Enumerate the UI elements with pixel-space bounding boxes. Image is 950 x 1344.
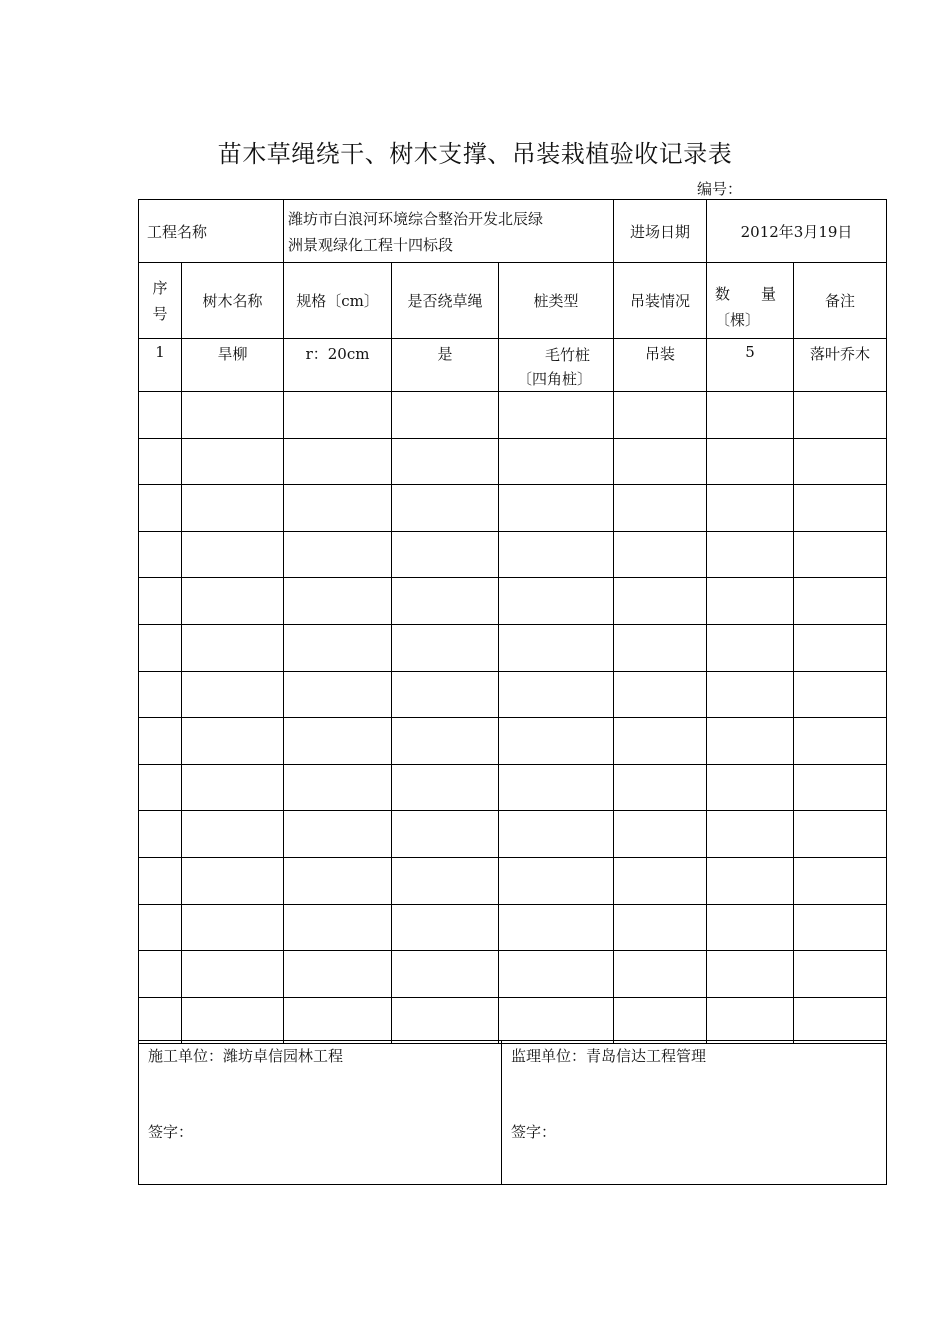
empty-cell bbox=[707, 578, 794, 625]
empty-cell bbox=[182, 718, 284, 765]
empty-cell bbox=[284, 951, 392, 998]
empty-cell bbox=[182, 531, 284, 578]
empty-cell bbox=[614, 531, 707, 578]
empty-cell bbox=[182, 671, 284, 718]
empty-cell bbox=[139, 671, 182, 718]
empty-cell bbox=[794, 857, 887, 904]
header-stake: 桩类型 bbox=[499, 263, 614, 339]
empty-cell bbox=[614, 624, 707, 671]
empty-cell bbox=[182, 392, 284, 439]
empty-cell bbox=[392, 857, 499, 904]
empty-cell bbox=[794, 811, 887, 858]
empty-cell bbox=[139, 578, 182, 625]
empty-cell bbox=[794, 718, 887, 765]
empty-cell bbox=[499, 438, 614, 485]
empty-cell bbox=[284, 764, 392, 811]
empty-cell bbox=[794, 392, 887, 439]
empty-cell bbox=[614, 718, 707, 765]
construction-signature-cell bbox=[139, 1041, 502, 1185]
empty-cell bbox=[392, 531, 499, 578]
empty-cell bbox=[707, 485, 794, 532]
cell-stake-line2: 〔四角桩〕 bbox=[517, 370, 593, 388]
empty-cell bbox=[139, 811, 182, 858]
empty-cell bbox=[284, 578, 392, 625]
signature-table bbox=[138, 1040, 887, 1185]
empty-table-row bbox=[139, 951, 887, 998]
empty-cell bbox=[284, 392, 392, 439]
header-hoist: 吊装情况 bbox=[614, 263, 707, 339]
empty-table-row bbox=[139, 485, 887, 532]
header-seq-line2: 号 bbox=[152, 304, 168, 323]
empty-cell bbox=[284, 438, 392, 485]
empty-cell bbox=[499, 624, 614, 671]
document-number-label: 编号： bbox=[697, 180, 743, 198]
empty-cell bbox=[499, 485, 614, 532]
empty-cell bbox=[139, 857, 182, 904]
empty-cell bbox=[392, 671, 499, 718]
empty-table-row bbox=[139, 811, 887, 858]
empty-cell bbox=[499, 718, 614, 765]
empty-table-row bbox=[139, 392, 887, 439]
cell-hoist: 吊装 bbox=[614, 339, 707, 392]
empty-cell bbox=[794, 671, 887, 718]
empty-cell bbox=[284, 811, 392, 858]
empty-cell bbox=[499, 392, 614, 439]
empty-cell bbox=[392, 485, 499, 532]
supervision-signature-cell bbox=[502, 1041, 887, 1185]
construction-sign-label: 签字： bbox=[148, 1123, 194, 1141]
empty-cell bbox=[707, 718, 794, 765]
empty-cell bbox=[707, 671, 794, 718]
project-name-line1: 潍坊市白浪河环境综合整治开发北辰绿 bbox=[288, 210, 544, 228]
empty-cell bbox=[707, 764, 794, 811]
empty-cell bbox=[614, 857, 707, 904]
empty-cell bbox=[499, 764, 614, 811]
empty-cell bbox=[794, 485, 887, 532]
empty-cell bbox=[499, 811, 614, 858]
empty-cell bbox=[139, 485, 182, 532]
empty-cell bbox=[392, 718, 499, 765]
empty-cell bbox=[707, 811, 794, 858]
cell-tree-name: 旱柳 bbox=[182, 339, 284, 392]
empty-cell bbox=[182, 997, 284, 1044]
record-table bbox=[138, 199, 887, 1044]
empty-cell bbox=[284, 531, 392, 578]
empty-cell bbox=[499, 951, 614, 998]
project-name-line2: 洲景观绿化工程十四标段 bbox=[288, 236, 454, 254]
empty-cell bbox=[284, 857, 392, 904]
empty-cell bbox=[139, 764, 182, 811]
empty-cell bbox=[614, 997, 707, 1044]
header-qty-b: 量 bbox=[761, 284, 777, 303]
header-row bbox=[139, 263, 887, 339]
empty-cell bbox=[182, 904, 284, 951]
empty-cell bbox=[794, 904, 887, 951]
empty-table-row bbox=[139, 531, 887, 578]
construction-unit-label: 施工单位：潍坊卓信园林工程 bbox=[148, 1047, 344, 1065]
empty-cell bbox=[707, 438, 794, 485]
empty-cell bbox=[284, 997, 392, 1044]
entry-date-label: 进场日期 bbox=[614, 200, 707, 263]
empty-cell bbox=[284, 718, 392, 765]
empty-cell bbox=[182, 624, 284, 671]
empty-table-row bbox=[139, 718, 887, 765]
empty-cell bbox=[139, 624, 182, 671]
empty-cell bbox=[139, 997, 182, 1044]
empty-cell bbox=[392, 438, 499, 485]
empty-cell bbox=[392, 997, 499, 1044]
empty-cell bbox=[614, 671, 707, 718]
empty-cell bbox=[614, 578, 707, 625]
empty-table-row bbox=[139, 578, 887, 625]
empty-cell bbox=[499, 904, 614, 951]
empty-table-row bbox=[139, 997, 887, 1044]
supervision-unit-label: 监理单位：青岛信达工程管理 bbox=[511, 1047, 707, 1065]
empty-table-row bbox=[139, 904, 887, 951]
empty-table-row bbox=[139, 438, 887, 485]
header-rope: 是否绕草绳 bbox=[392, 263, 499, 339]
empty-cell bbox=[794, 578, 887, 625]
empty-cell bbox=[182, 857, 284, 904]
empty-cell bbox=[139, 531, 182, 578]
empty-cell bbox=[182, 811, 284, 858]
empty-cell bbox=[139, 904, 182, 951]
cell-qty: 5 bbox=[707, 339, 794, 392]
empty-cell bbox=[707, 531, 794, 578]
empty-cell bbox=[614, 904, 707, 951]
empty-cell bbox=[707, 997, 794, 1044]
empty-cell bbox=[794, 438, 887, 485]
header-qty-a: 数 bbox=[715, 284, 731, 303]
empty-cell bbox=[139, 718, 182, 765]
empty-cell bbox=[614, 485, 707, 532]
header-tree-name: 树木名称 bbox=[182, 263, 284, 339]
empty-cell bbox=[794, 624, 887, 671]
empty-table-row bbox=[139, 764, 887, 811]
empty-cell bbox=[614, 438, 707, 485]
empty-cell bbox=[139, 951, 182, 998]
header-seq bbox=[139, 263, 182, 339]
cell-stake bbox=[499, 339, 614, 392]
empty-cell bbox=[614, 951, 707, 998]
empty-cell bbox=[794, 951, 887, 998]
empty-cell bbox=[284, 624, 392, 671]
header-qty bbox=[707, 263, 794, 339]
header-spec: 规格〔cm〕 bbox=[284, 263, 392, 339]
empty-cell bbox=[499, 857, 614, 904]
cell-seq: 1 bbox=[139, 339, 182, 392]
empty-cell bbox=[392, 624, 499, 671]
empty-cell bbox=[794, 531, 887, 578]
empty-table-row bbox=[139, 624, 887, 671]
empty-cell bbox=[182, 438, 284, 485]
cell-rope: 是 bbox=[392, 339, 499, 392]
empty-cell bbox=[499, 997, 614, 1044]
entry-date-value: 2012年3月19日 bbox=[707, 200, 887, 263]
cell-stake-line1: 毛竹桩 bbox=[545, 346, 591, 364]
empty-cell bbox=[707, 904, 794, 951]
empty-cell bbox=[499, 578, 614, 625]
cell-spec: r：20cm bbox=[284, 339, 392, 392]
project-name-label: 工程名称 bbox=[139, 200, 284, 263]
empty-cell bbox=[392, 904, 499, 951]
empty-cell bbox=[707, 392, 794, 439]
empty-cell bbox=[392, 951, 499, 998]
empty-table-row bbox=[139, 857, 887, 904]
table-row bbox=[139, 339, 887, 392]
empty-cell bbox=[707, 857, 794, 904]
empty-cell bbox=[392, 578, 499, 625]
project-name-value bbox=[284, 200, 614, 263]
empty-cell bbox=[614, 811, 707, 858]
empty-cell bbox=[392, 811, 499, 858]
empty-cell bbox=[284, 485, 392, 532]
header-note: 备注 bbox=[794, 263, 887, 339]
cell-note: 落叶乔木 bbox=[794, 339, 887, 392]
empty-cell bbox=[614, 392, 707, 439]
page-title: 苗木草绳绕干、树木支撑、吊装栽植验收记录表 bbox=[217, 140, 733, 168]
empty-cell bbox=[284, 671, 392, 718]
empty-cell bbox=[182, 951, 284, 998]
header-qty-unit: 〔棵〕 bbox=[715, 310, 761, 329]
empty-cell bbox=[499, 671, 614, 718]
empty-table-row bbox=[139, 671, 887, 718]
empty-cell bbox=[794, 997, 887, 1044]
empty-rows bbox=[139, 392, 887, 1044]
empty-cell bbox=[284, 904, 392, 951]
empty-cell bbox=[707, 951, 794, 998]
empty-cell bbox=[392, 764, 499, 811]
header-seq-line1: 序 bbox=[152, 278, 168, 297]
empty-cell bbox=[614, 764, 707, 811]
empty-cell bbox=[182, 578, 284, 625]
empty-cell bbox=[182, 485, 284, 532]
empty-cell bbox=[392, 392, 499, 439]
empty-cell bbox=[182, 764, 284, 811]
empty-cell bbox=[794, 764, 887, 811]
supervision-sign-label: 签字： bbox=[511, 1123, 557, 1141]
empty-cell bbox=[139, 392, 182, 439]
project-row bbox=[139, 200, 887, 263]
empty-cell bbox=[499, 531, 614, 578]
empty-cell bbox=[707, 624, 794, 671]
empty-cell bbox=[139, 438, 182, 485]
